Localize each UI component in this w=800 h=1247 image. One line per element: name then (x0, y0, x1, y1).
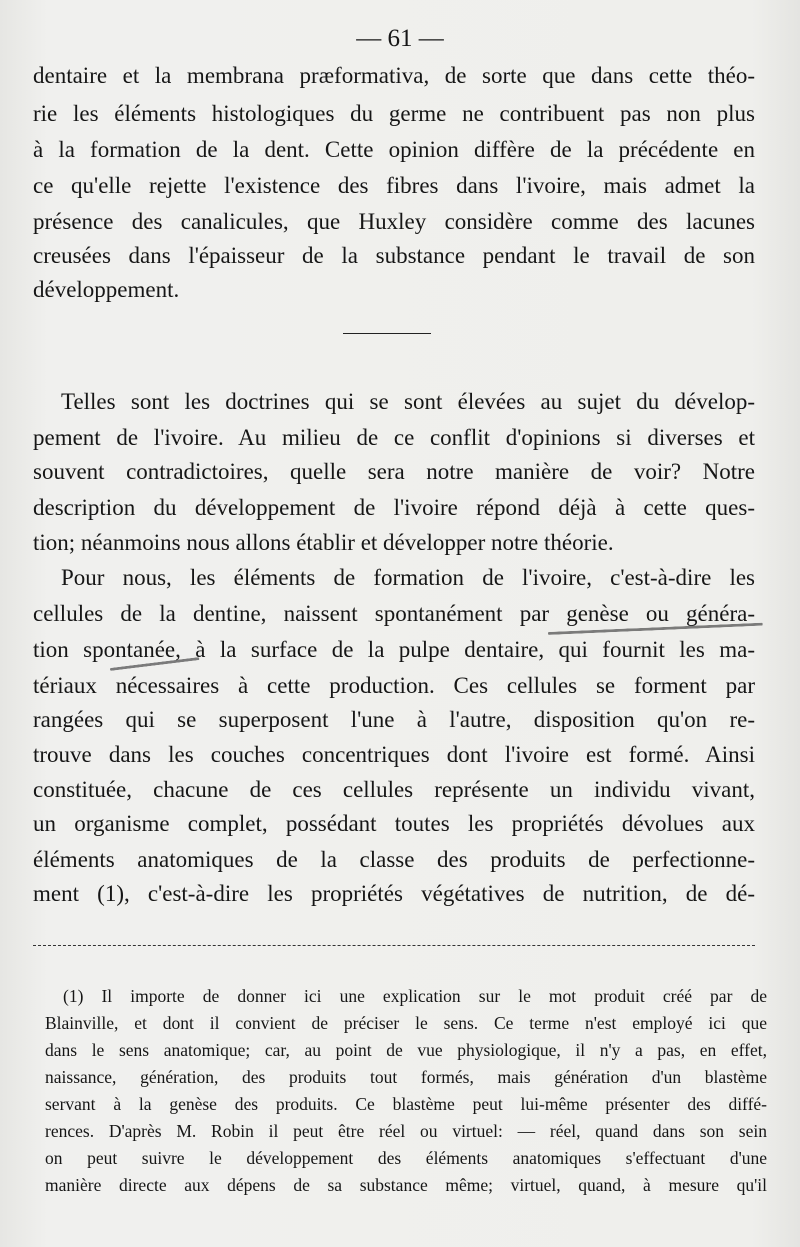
footnote-line: on peut suivre le développement des éléments anatomiques s'effectuant d'une (45, 1148, 767, 1168)
text-line: tion spontanée, à la surface de la pulpe dentaire, qui fournit les ma- (33, 637, 755, 662)
text-line: cellules de la dentine, naissent spontanément par genèse ou généra- (33, 601, 755, 626)
footnote-line: dans le sens anatomique; car, au point de vue physiologique, il n'y a pas, en effet, (45, 1040, 767, 1060)
text-line: à la formation de la dent. Cette opinion diffère de la précédente en (33, 137, 755, 162)
text-line: rie les éléments histologiques du germe ne contribuent pas non plus (33, 101, 755, 126)
footnote-line: (1) Il importe de donner ici une explication sur le mot produit créé par de (63, 986, 767, 1006)
footnote-line: servant à la genèse des produits. Ce blastème peut lui-même présenter des diffé- (45, 1094, 767, 1114)
footnote-line: manière directe aux dépens de sa substance même; virtuel, quand, à mesure qu'il (45, 1175, 767, 1195)
text-line: présence des canalicules, que Huxley considère comme des lacunes (33, 209, 755, 234)
text-line: un organisme complet, possédant toutes les propriétés dévolues aux (33, 811, 755, 836)
footnote-line: Blainville, et dont il convient de préciser le sens. Ce terme n'est employé ici que (45, 1013, 767, 1033)
text-line: Telles sont les doctrines qui se sont élevées au sujet du dévelop- (61, 389, 755, 414)
text-line: souvent contradictoires, quelle sera notre manière de voir? Notre (33, 459, 755, 484)
text-line: tion; néanmoins nous allons établir et développer notre théorie. (33, 530, 614, 555)
text-line: description du développement de l'ivoire répond déjà à cette ques- (33, 495, 755, 520)
text-line: creusées dans l'épaisseur de la substance pendant le travail de son (33, 243, 755, 268)
text-line: Pour nous, les éléments de formation de l'ivoire, c'est-à-dire les (61, 565, 755, 590)
text-line: tériaux nécessaires à cette production. Ces cellules se forment par (33, 673, 755, 698)
text-line: pement de l'ivoire. Au milieu de ce conflit d'opinions si diverses et (33, 425, 755, 450)
footnote-divider (33, 945, 755, 946)
text-line: trouve dans les couches concentriques dont l'ivoire est formé. Ainsi (33, 742, 755, 767)
text-line: rangées qui se superposent l'une à l'autre, disposition qu'on re- (33, 707, 755, 732)
footnote-line: naissance, génération, des produits tout formés, mais génération d'un blastème (45, 1067, 767, 1087)
text-line: dentaire et la membrana præformativa, de sorte que dans cette théo- (33, 63, 755, 88)
text-line: ce qu'elle rejette l'existence des fibres dans l'ivoire, mais admet la (33, 173, 755, 198)
text-line: constituée, chacune de ces cellules représente un individu vivant, (33, 777, 755, 802)
page-number: — 61 — (356, 25, 444, 52)
text-line: développement. (33, 277, 180, 302)
footnote-line: rences. D'après M. Robin il peut être réel ou virtuel: — réel, quand dans son sein (45, 1121, 767, 1141)
section-divider (343, 333, 431, 334)
text-line: éléments anatomiques de la classe des produits de perfectionne- (33, 847, 755, 872)
text-line: ment (1), c'est-à-dire les propriétés végétatives de nutrition, de dé- (33, 881, 755, 906)
